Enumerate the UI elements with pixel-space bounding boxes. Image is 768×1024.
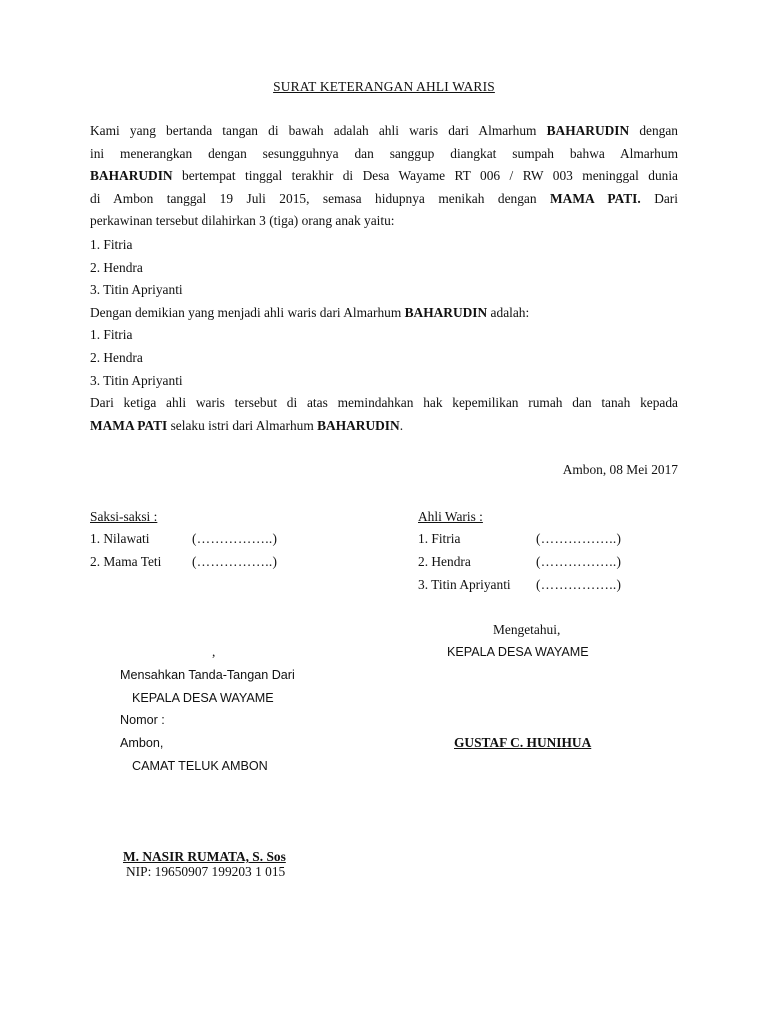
paragraph-line: MAMA PATI selaku istri dari Almarhum BAHARUDIN. bbox=[90, 417, 404, 433]
witness-signature-line: (……………..) bbox=[192, 531, 278, 546]
paragraph-line: BAHARUDIN bertempat tinggal terakhir di Desa Wayame RT 006 / RW 003 meninggal dunia bbox=[90, 168, 678, 184]
witness-name: 1. Nilawati bbox=[90, 531, 150, 546]
heirs-intro: Dengan demikian yang menjadi ahli waris dari Almarhum BAHARUDIN adalah: bbox=[90, 305, 530, 320]
witness-signature-line: (……………..) bbox=[192, 554, 278, 569]
child-item: 2. Hendra bbox=[90, 260, 143, 275]
district-head-name: M. NASIR RUMATA, S. Sos bbox=[123, 849, 286, 864]
deceased-name: BAHARUDIN bbox=[90, 168, 173, 184]
heir-signature-line: (……………..) bbox=[536, 531, 622, 546]
heir-sign-name: 2. Hendra bbox=[418, 554, 471, 569]
ratify-label: Mensahkan Tanda-Tangan Dari bbox=[120, 668, 295, 682]
heir-sign-name: 1. Fitria bbox=[418, 531, 461, 546]
district-head-nip: NIP: 19650907 199203 1 015 bbox=[126, 864, 286, 879]
deceased-name: BAHARUDIN bbox=[317, 417, 400, 433]
heir-item: 1. Fitria bbox=[90, 327, 133, 342]
village-head-office: KEPALA DESA WAYAME bbox=[447, 645, 589, 659]
ratify-number: Nomor : bbox=[120, 713, 165, 727]
paragraph-line: di Ambon tanggal 19 Juli 2015, semasa hidupnya menikah dengan MAMA PATI. Dari bbox=[90, 190, 678, 206]
paragraph-line: Dari ketiga ahli waris tersebut di atas memindahkan hak kepemilikan rumah dan tanah kepada bbox=[90, 395, 678, 410]
heir-sign-name: 3. Titin Apriyanti bbox=[418, 577, 511, 592]
heir-item: 2. Hendra bbox=[90, 350, 143, 365]
document-title: SURAT KETERANGAN AHLI WARIS bbox=[273, 79, 495, 94]
witness-name: 2. Mama Teti bbox=[90, 554, 162, 569]
opening-paragraph bbox=[90, 120, 678, 233]
child-item: 3. Titin Apriyanti bbox=[90, 282, 183, 297]
spouse-name: MAMA PATI bbox=[90, 417, 168, 433]
acknowledged-label: Mengetahui, bbox=[493, 622, 561, 637]
comma-mark: , bbox=[212, 644, 216, 659]
paragraph-line: perkawinan tersebut dilahirkan 3 (tiga) orang anak yaitu: bbox=[90, 213, 395, 229]
spouse-name: MAMA PATI. bbox=[550, 190, 641, 206]
ratify-office: KEPALA DESA WAYAME bbox=[132, 691, 274, 705]
district-head-office: CAMAT TELUK AMBON bbox=[132, 759, 268, 773]
paragraph-line: ini menerangkan dengan sesungguhnya dan sanggup diangkat sumpah bahwa Almarhum bbox=[90, 145, 678, 161]
heir-signature-line: (……………..) bbox=[536, 577, 622, 592]
child-item: 1. Fitria bbox=[90, 237, 133, 252]
heir-item: 3. Titin Apriyanti bbox=[90, 373, 183, 388]
deceased-name: BAHARUDIN bbox=[546, 123, 630, 138]
ratify-place: Ambon, bbox=[120, 736, 164, 750]
heirs-sign-heading: Ahli Waris : bbox=[418, 509, 483, 524]
paragraph-line: Kami yang bertanda tangan di bawah adalah ahli waris dari Almarhum BAHARUDIN dengan bbox=[90, 123, 678, 138]
place-date: Ambon, 08 Mei 2017 bbox=[562, 462, 678, 477]
witnesses-heading: Saksi-saksi : bbox=[90, 509, 158, 524]
transfer-paragraph bbox=[90, 392, 678, 437]
heir-signature-line: (……………..) bbox=[536, 554, 622, 569]
deceased-name: BAHARUDIN bbox=[404, 305, 488, 320]
village-head-name: GUSTAF C. HUNIHUA bbox=[454, 735, 592, 750]
